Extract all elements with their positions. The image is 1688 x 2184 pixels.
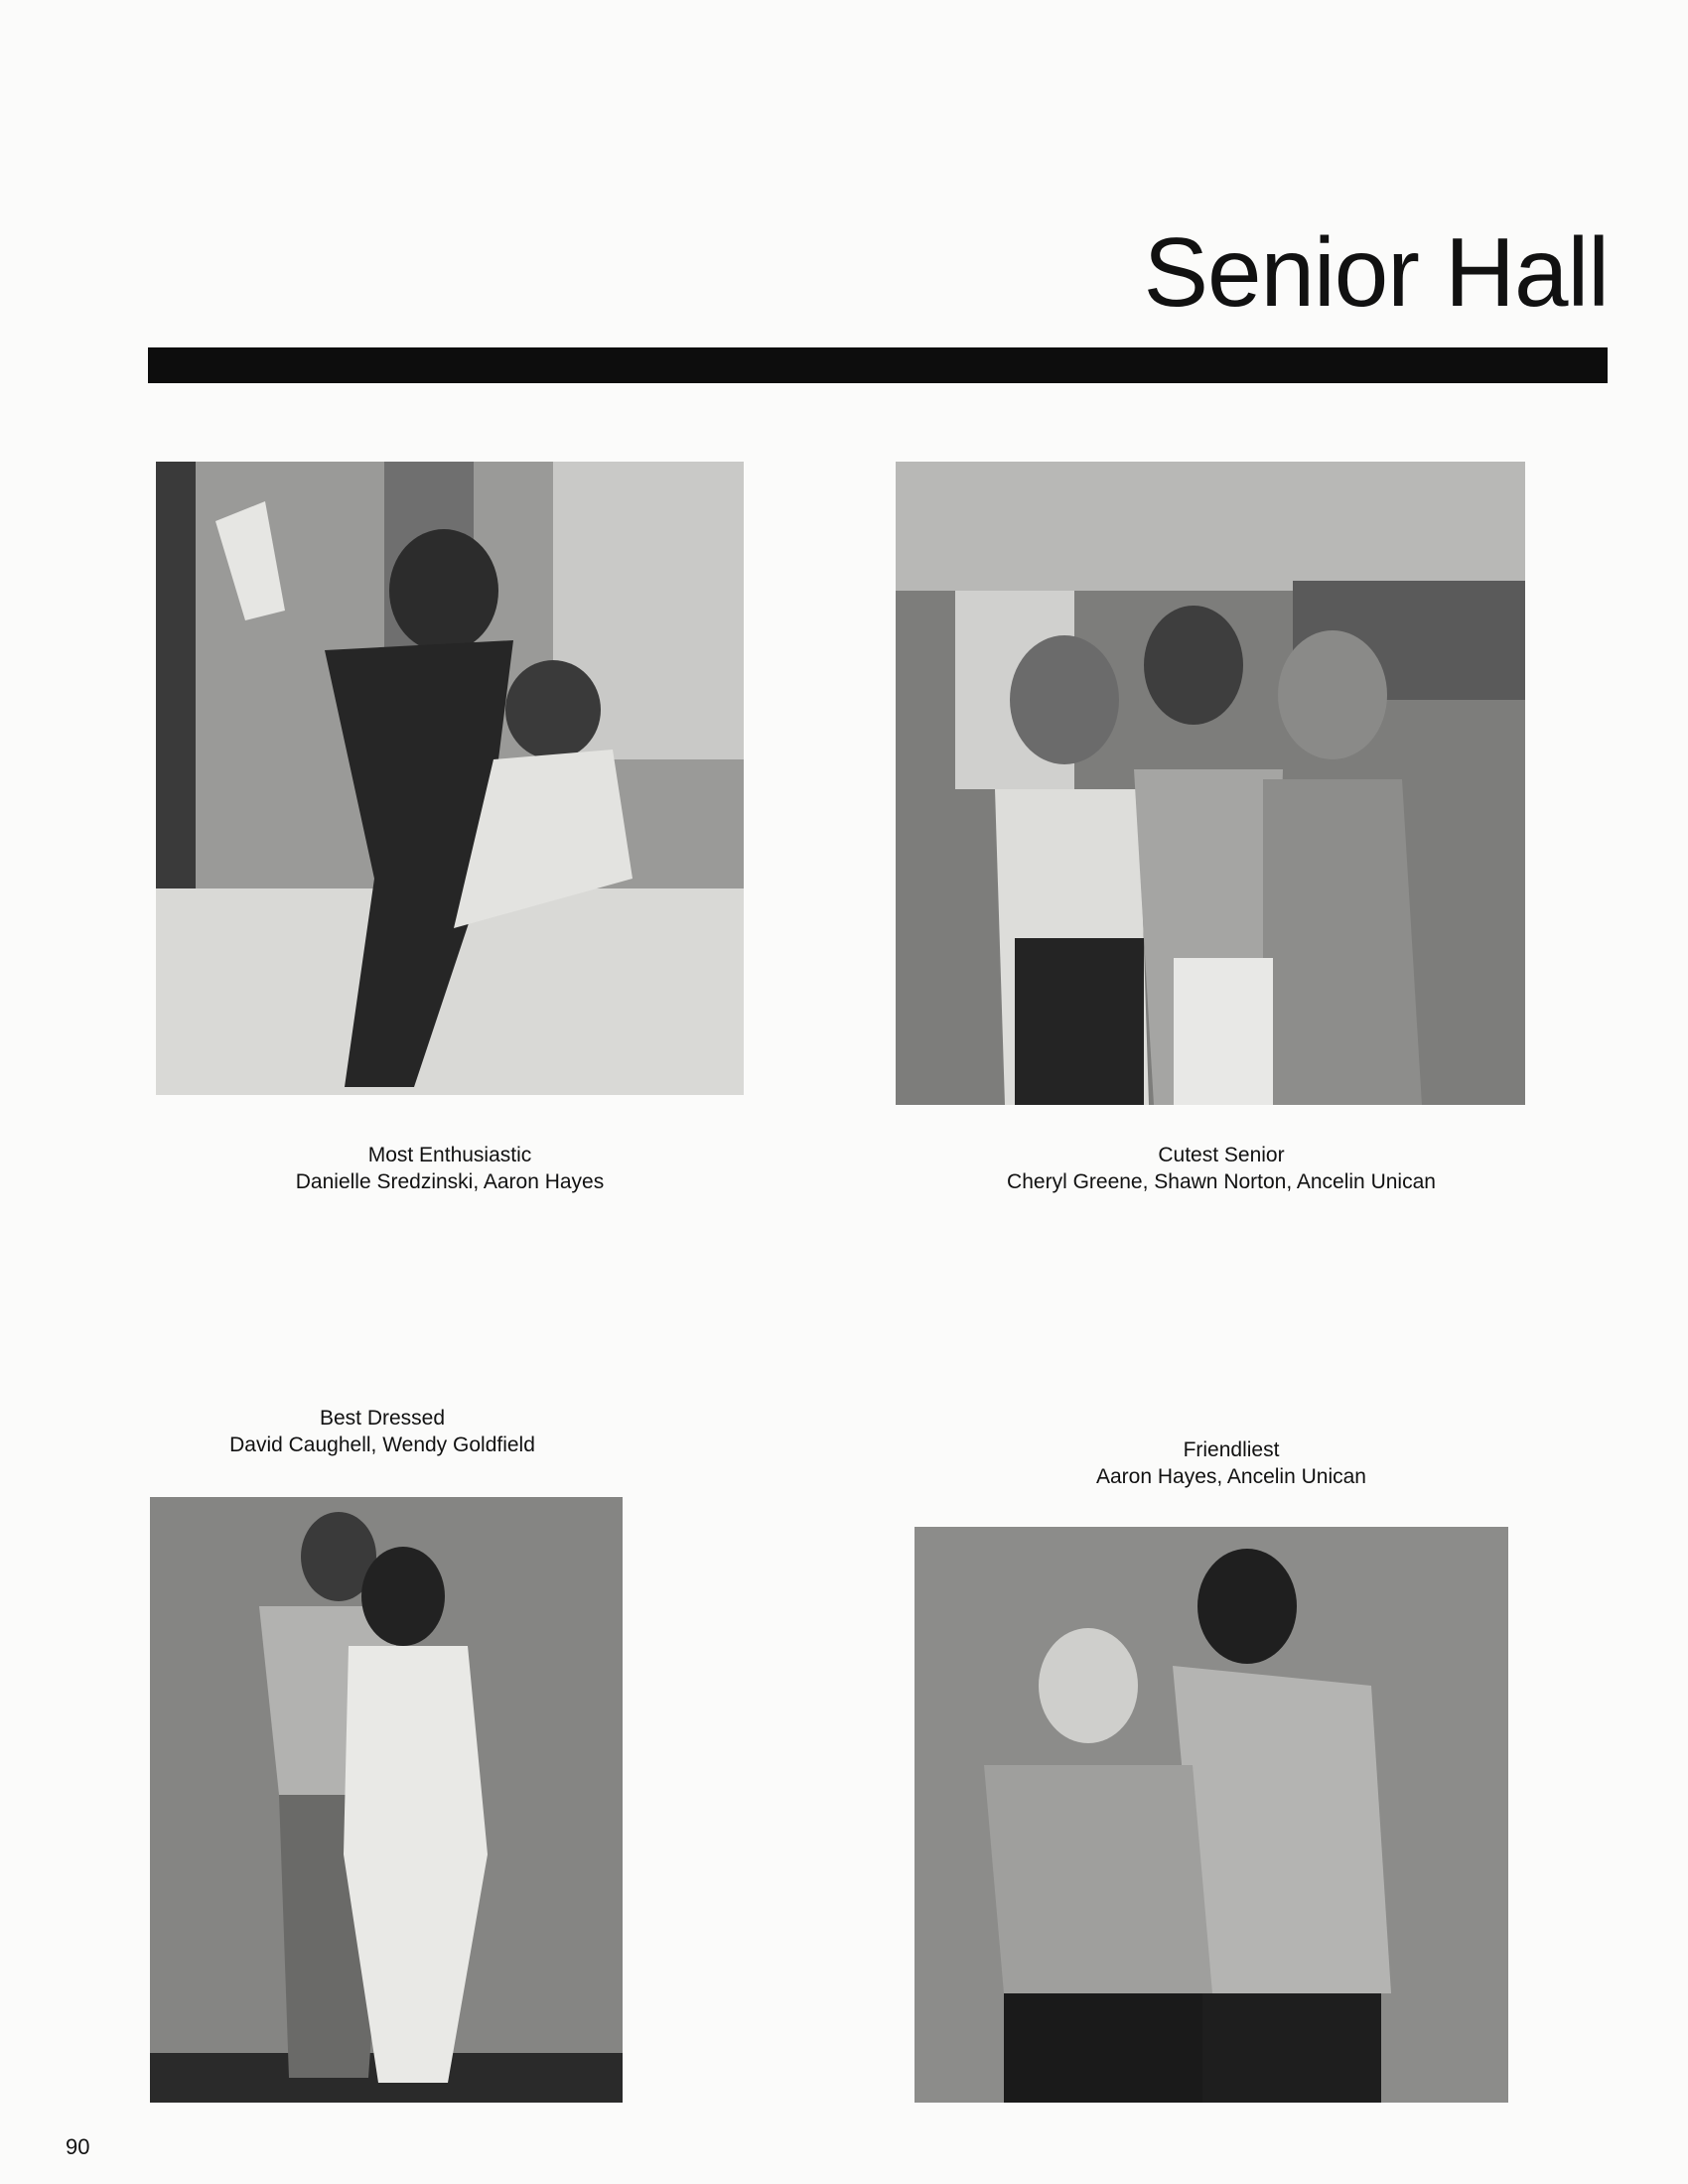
award-title: Most Enthusiastic [367, 1144, 532, 1166]
photo-best-dressed [150, 1497, 623, 2103]
award-names: David Caughell, Wendy Goldfield [229, 1433, 535, 1456]
award-title: Friendliest [1183, 1438, 1280, 1461]
award-names: Danielle Sredzinski, Aaron Hayes [295, 1170, 605, 1193]
award-title: Best Dressed [319, 1407, 446, 1430]
caption-friendliest [1033, 1436, 1430, 1490]
award-names: Aaron Hayes, Ancelin Unican [1096, 1465, 1366, 1488]
photo-cutest-senior [896, 462, 1525, 1105]
award-title: Cutest Senior [1158, 1144, 1285, 1166]
page-number: 90 [66, 2134, 90, 2159]
award-names: Cheryl Greene, Shawn Norton, Ancelin Unican [1007, 1170, 1436, 1193]
caption-best-dressed [199, 1405, 566, 1458]
header-rule [148, 347, 1608, 383]
caption-most-enthusiastic [251, 1142, 648, 1195]
photo-most-enthusiastic [156, 462, 744, 1095]
caption-cutest-senior [963, 1142, 1479, 1195]
page-title: Senior Hall [1143, 217, 1609, 327]
photo-friendliest [914, 1527, 1508, 2103]
